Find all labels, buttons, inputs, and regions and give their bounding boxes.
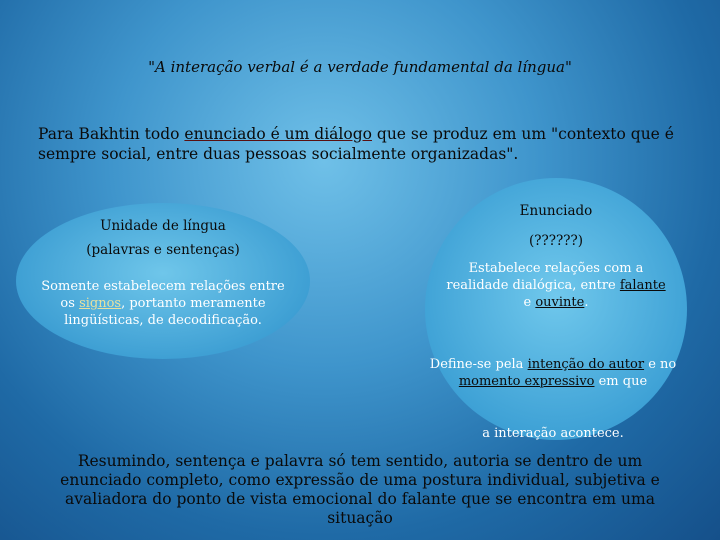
enunciado-relations — [443, 260, 669, 311]
unidade-desc-b: , portanto meramente lingüísticas, de decodificação. — [64, 296, 266, 328]
def-text-c: em que — [594, 374, 648, 389]
intro-paragraph — [38, 124, 688, 164]
ouvinte-word: ouvinte — [535, 295, 585, 310]
unidade-subtitle: (palavras e sentenças) — [86, 242, 240, 258]
intro-underlined: enunciado é um diálogo — [184, 125, 372, 143]
intro-text-1: Para Bakhtin todo — [38, 125, 185, 143]
enunciado-definition — [415, 356, 691, 390]
enunciado-question: (??????) — [529, 233, 583, 249]
unidade-desc-a: Somente estabelecem relações entre os — [41, 279, 285, 311]
intencao-words: intenção do autor — [527, 357, 645, 372]
enunciado-title: Enunciado — [519, 203, 593, 219]
est-text-a: Estabelece relações com a realidade dialógica, entre — [446, 261, 644, 293]
unidade-description — [40, 278, 286, 329]
signos-word: signos — [79, 296, 122, 311]
unidade-title: Unidade de língua — [100, 218, 226, 234]
est-text-e: e — [523, 295, 536, 310]
slide-quote: "A interação verbal é a verdade fundamental da língua" — [148, 58, 572, 76]
momento-words: momento expressivo — [458, 374, 595, 389]
def-text-b: e no — [644, 357, 677, 372]
intro-text-2: que se produz em um "contexto que é sempre social, entre duas pessoas socialmente organizadas". — [38, 125, 674, 163]
falante-word: falante — [619, 278, 666, 293]
summary-paragraph: Resumindo, sentença e palavra só tem sentido, autoria se dentro de um enunciado completo, como expressão de uma postura individual, subjetiva e avaliadora do ponto de vista emocional do falante que se encontra em uma situação — [60, 452, 660, 527]
def-text-a: Define-se pela — [429, 357, 528, 372]
interacao-text: a interação acontece. — [482, 426, 624, 441]
est-text-end: . — [584, 295, 589, 310]
